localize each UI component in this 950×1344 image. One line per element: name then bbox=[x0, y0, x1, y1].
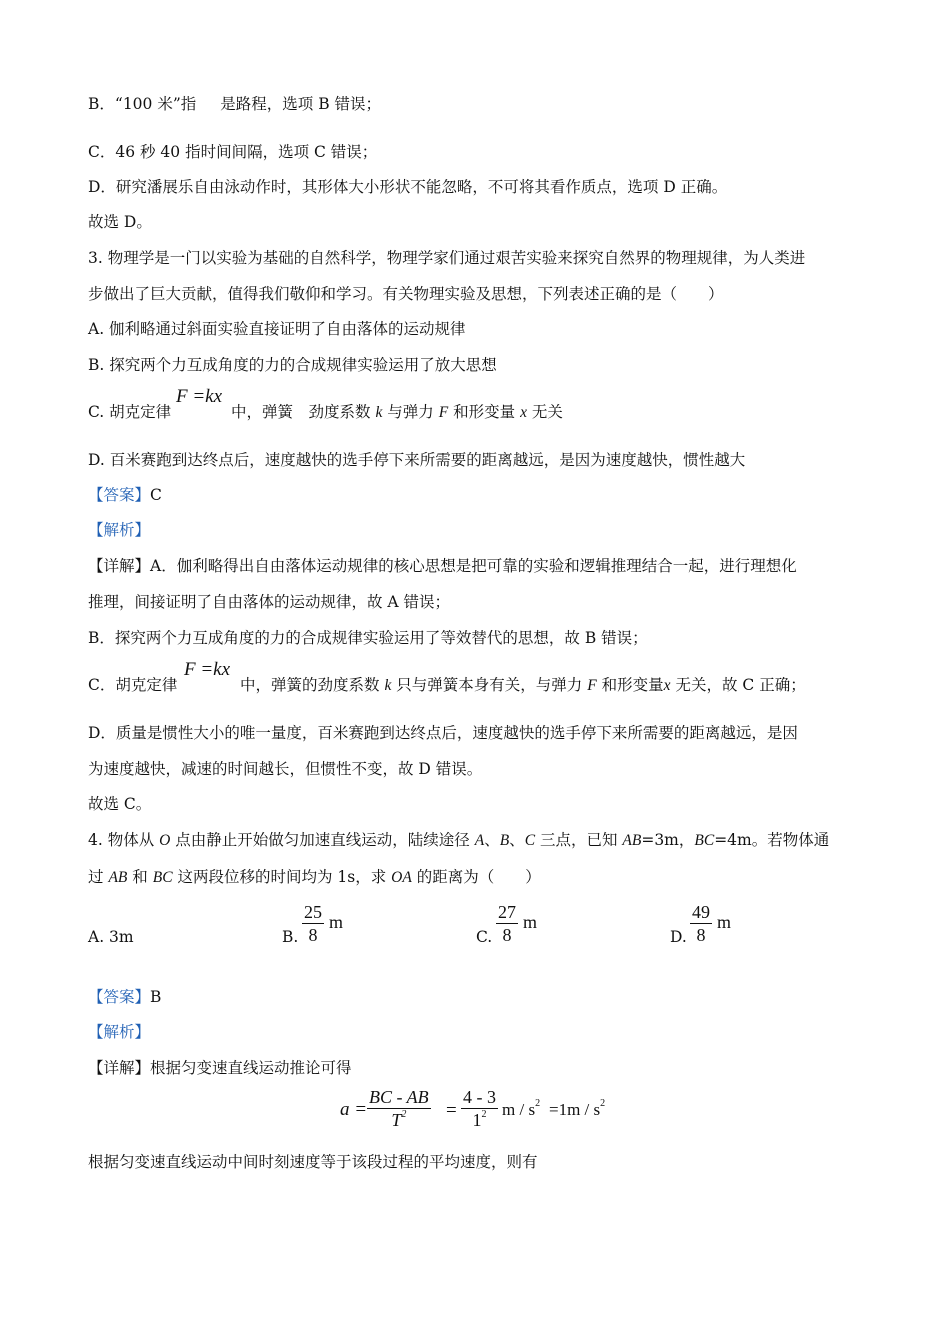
q3-detail-c-prefix: C．胡克定律 bbox=[88, 676, 178, 694]
q3-detail-c-formula: F =kx bbox=[184, 659, 231, 680]
q3-detail-b: B．探究两个力互成角度的力的合成规律实验运用了等效替代的思想，故 B 错误； bbox=[88, 629, 648, 647]
q2-b-prefix: B．“100 米”指 bbox=[88, 95, 197, 113]
q3-detail-a-line2: 推理，间接证明了自由落体的运动规律，故 A 错误； bbox=[88, 593, 451, 611]
q4-s1-p8: 三点，已知 bbox=[535, 831, 623, 849]
q4-s1-A: A bbox=[474, 832, 485, 849]
q2-conclusion: 故选 D。 bbox=[88, 213, 152, 231]
eq-fraction-2 bbox=[461, 1086, 498, 1135]
q3-detail-d-line1: D．质量是惯性大小的唯一量度，百米赛跑到达终点后，速度越快的选手停下来所需要的距离越远，是因 bbox=[88, 724, 798, 742]
q4-option-d-unit: m bbox=[717, 912, 732, 932]
q3-answer-tag: 【答案】 bbox=[88, 486, 151, 504]
eq-fraction-2-numerator: 4 - 3 bbox=[463, 1087, 496, 1107]
q3-c-mid2: 与弹力 bbox=[387, 403, 434, 421]
q3-detail-c-x: x bbox=[663, 677, 671, 694]
eq-fraction-1 bbox=[367, 1086, 431, 1135]
q4-option-c-label: C. bbox=[476, 928, 493, 946]
q3-detail-c-mid2: 只与弹簧本身有关，与弹力 bbox=[396, 676, 583, 694]
q3-detail-c-rest bbox=[240, 675, 806, 696]
q3-option-b: B. 探究两个力互成角度的力的合成规律实验运用了放大思想 bbox=[88, 356, 497, 374]
q4-option-b-numerator: 25 bbox=[304, 902, 322, 922]
q4-option-d-denominator: 8 bbox=[696, 925, 706, 945]
eq-T: T bbox=[391, 1110, 402, 1130]
q4-s2-OA: OA bbox=[391, 869, 412, 886]
q4-s1-C: C bbox=[524, 832, 536, 849]
q4-stem-line1 bbox=[88, 830, 829, 851]
q4-s1-AB: AB bbox=[622, 832, 642, 849]
q3-conclusion: 故选 C。 bbox=[88, 795, 152, 813]
q4-stem-line2 bbox=[88, 867, 541, 888]
q4-option-c-numerator: 27 bbox=[498, 902, 516, 922]
q4-option-d-fraction bbox=[690, 901, 712, 946]
q2-option-c-explanation: C．46 秒 40 指时间间隔，选项 C 错误； bbox=[88, 143, 378, 161]
q4-s2-AB: AB bbox=[108, 869, 128, 886]
q3-analysis-tag: 【解析】 bbox=[88, 521, 151, 539]
q2-b-suffix: 是路程，选项 B 错误； bbox=[220, 95, 382, 113]
q4-option-b-label: B. bbox=[282, 928, 299, 946]
q3-option-d: D. 百米赛跑到达终点后，速度越快的选手停下来所需要的距离越远，是因为速度越快，惯性越大 bbox=[88, 451, 746, 469]
q4-answer-value: B bbox=[150, 988, 162, 1006]
q3-detail-c-k: k bbox=[384, 677, 392, 694]
eq-fraction-1-denominator bbox=[367, 1109, 431, 1135]
eq-result-exponent: 2 bbox=[600, 1098, 606, 1109]
q3-option-c bbox=[88, 402, 171, 422]
q3-c-F: F bbox=[438, 404, 449, 421]
q4-answer bbox=[88, 987, 161, 1007]
q3-c-mid3: 和形变量 bbox=[453, 403, 516, 421]
eq-unit-1-text: m / s bbox=[502, 1100, 536, 1119]
q4-analysis-tag: 【解析】 bbox=[88, 1023, 151, 1041]
q4-option-c-denominator: 8 bbox=[502, 925, 512, 945]
q3-option-c-rest bbox=[231, 402, 563, 423]
q3-stem-line2: 步做出了巨大贡献，值得我们敬仰和学习。有关物理实验及思想，下列表述正确的是（ ） bbox=[88, 285, 724, 303]
q2-option-d-explanation: D．研究潘展乐自由泳动作时，其形体大小形状不能忽略，不可将其看作质点，选项 D 正确。 bbox=[88, 178, 728, 196]
eq-unit-1-exponent: 2 bbox=[535, 1098, 541, 1109]
q2-option-b-explanation bbox=[88, 94, 381, 114]
q4-s1-B: B bbox=[499, 832, 510, 849]
q3-c-formula: F =kx bbox=[176, 386, 223, 407]
q3-detail-d-line2: 为速度越快，减速的时间越长，但惯性不变，故 D 错误。 bbox=[88, 760, 483, 778]
q4-s1-O: O bbox=[159, 832, 171, 849]
eq-result-text: =1m / s bbox=[549, 1100, 601, 1119]
q4-option-d-numerator: 49 bbox=[692, 902, 710, 922]
q4-s1-p12: =4m。若物体通 bbox=[714, 831, 830, 849]
eq-fraction-1-numerator: BC - AB bbox=[369, 1087, 429, 1107]
q4-option-d-label: D. bbox=[670, 928, 687, 946]
q4-s1-p10: =3m， bbox=[641, 831, 695, 849]
q4-s1-p0: 4. 物体从 bbox=[88, 831, 160, 849]
q3-stem-line1: 3. 物理学是一门以实验为基础的自然科学，物理学家们通过艰苦实验来探究自然界的物理规律，为人类进 bbox=[88, 249, 806, 267]
q4-s1-p6: 、 bbox=[509, 831, 525, 849]
q4-s2-BC: BC bbox=[152, 869, 173, 886]
q4-option-b-fraction bbox=[302, 901, 324, 946]
q3-detail-c bbox=[88, 675, 177, 695]
q3-c-suffix: 无关 bbox=[531, 403, 563, 421]
q4-answer-tag: 【答案】 bbox=[88, 988, 151, 1006]
q4-detail-next: 根据匀变速直线运动中间时刻速度等于该段过程的平均速度，则有 bbox=[88, 1153, 538, 1171]
q4-s2-p4: 这两段位移的时间均为 1s，求 bbox=[172, 868, 392, 886]
q4-s1-p2: 点由静止开始做匀加速直线运动，陆续途径 bbox=[170, 831, 475, 849]
q3-c-k: k bbox=[375, 404, 383, 421]
q4-option-c-unit: m bbox=[523, 912, 538, 932]
q3-c-prefix: C. 胡克定律 bbox=[88, 403, 172, 421]
q3-c-mid: 中，弹簧 劲度系数 bbox=[231, 403, 371, 421]
eq-fraction-2-denominator bbox=[461, 1109, 498, 1135]
eq-one: 1 bbox=[472, 1110, 482, 1130]
eq-lhs: a = bbox=[340, 1099, 368, 1120]
eq-one-exponent: 2 bbox=[481, 1109, 487, 1120]
q3-answer-value: C bbox=[150, 486, 162, 504]
q4-option-b-unit: m bbox=[329, 912, 344, 932]
q3-c-x: x bbox=[520, 404, 527, 421]
eq-equals: = bbox=[446, 1100, 457, 1121]
q3-option-a: A. 伽利略通过斜面实验直接证明了自由落体的运动规律 bbox=[88, 320, 466, 338]
eq-unit-1 bbox=[502, 1100, 540, 1120]
q4-s1-BC: BC bbox=[694, 832, 715, 849]
q4-option-c-fraction bbox=[496, 901, 518, 946]
eq-T-exponent: 2 bbox=[401, 1109, 407, 1120]
q4-s2-p0: 过 bbox=[88, 868, 109, 886]
q3-detail-c-mid3: 和形变量 bbox=[601, 676, 664, 694]
q3-answer bbox=[88, 485, 162, 505]
q3-detail-c-F: F bbox=[587, 677, 597, 694]
q4-detail-intro: 【详解】根据匀变速直线运动推论可得 bbox=[88, 1059, 352, 1077]
q4-option-b-denominator: 8 bbox=[308, 925, 318, 945]
q3-detail-a-line1: 【详解】A．伽利略得出自由落体运动规律的核心思想是把可靠的实验和逻辑推理结合一起，进行理想化 bbox=[88, 557, 797, 575]
q4-s1-p4: 、 bbox=[484, 831, 500, 849]
q4-s2-p6: 的距离为（ ） bbox=[411, 868, 541, 886]
q3-detail-c-suffix: 无关，故 C 正确； bbox=[675, 676, 806, 694]
eq-result bbox=[549, 1100, 605, 1120]
q3-detail-c-mid: 中，弹簧的劲度系数 bbox=[240, 676, 380, 694]
q4-option-a: A. 3m bbox=[88, 928, 134, 946]
q4-s2-p2: 和 bbox=[127, 868, 153, 886]
